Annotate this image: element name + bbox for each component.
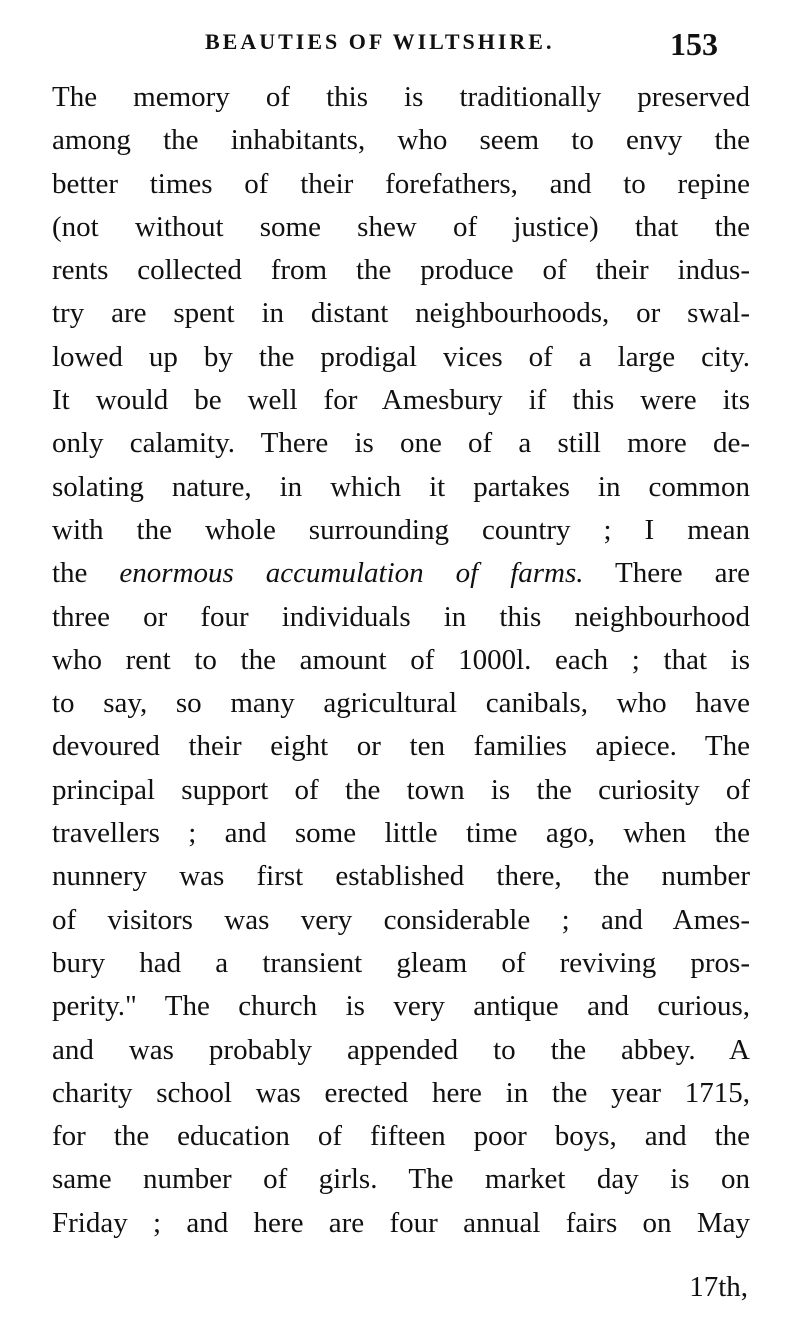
text-line: bury had a transient gleam of reviving pros- <box>52 946 750 979</box>
text-line: same number of girls. The market day is on <box>52 1163 750 1196</box>
line-12-after: There are <box>583 557 750 590</box>
text-line: The memory of this is traditionally preserved <box>52 81 750 113</box>
text-line: principal support of the town is the curiosity of <box>52 773 750 806</box>
text-line: solating nature, in which it partakes in common <box>52 470 750 503</box>
text-line: three or four individuals in this neighbourhood <box>52 600 750 633</box>
catchword: 17th, <box>689 1271 748 1303</box>
text-line-with-italic <box>52 552 750 595</box>
text-line: among the inhabitants, who seem to envy the <box>52 124 750 157</box>
text-line: to say, so many agricultural canibals, who have <box>52 687 750 720</box>
page-number: 153 <box>670 26 718 62</box>
body-text <box>52 76 750 1245</box>
text-line: and was probably appended to the abbey. A <box>52 1033 750 1066</box>
text-line: It would be well for Amesbury if this were its <box>52 384 750 417</box>
text-line: better times of their forefathers, and to repine <box>52 167 750 200</box>
text-line: lowed up by the prodigal vices of a large city. <box>52 340 750 373</box>
text-line: charity school was erected here in the year 1715, <box>52 1076 750 1109</box>
running-head <box>0 26 800 62</box>
text-line: (not without some shew of justice) that the <box>52 210 750 243</box>
text-line: for the education of fifteen poor boys, and the <box>52 1120 750 1153</box>
text-line: of visitors was very considerable ; and Ames- <box>52 903 750 936</box>
italic-phrase: enormous accumulation of farms. <box>119 557 584 590</box>
text-line: travellers ; and some little time ago, when the <box>52 817 750 850</box>
text-line: only calamity. There is one of a still more de- <box>52 427 750 460</box>
text-line: with the whole surrounding country ; I mean <box>52 513 750 546</box>
text-line: nunnery was first established there, the number <box>52 860 750 893</box>
text-line: perity." The church is very antique and curious, <box>52 990 750 1023</box>
line-12-before: the <box>52 557 120 590</box>
text-line: try are spent in distant neighbourhoods, or swal- <box>52 297 750 330</box>
text-line: rents collected from the produce of their indus- <box>52 254 750 287</box>
text-line: who rent to the amount of 1000l. each ; that is <box>52 643 750 676</box>
text-line: devoured their eight or ten families apiece. The <box>52 730 750 763</box>
text-line: Friday ; and here are four annual fairs on May <box>52 1206 750 1239</box>
running-title: BEAUTIES OF WILTSHIRE. <box>205 29 555 54</box>
